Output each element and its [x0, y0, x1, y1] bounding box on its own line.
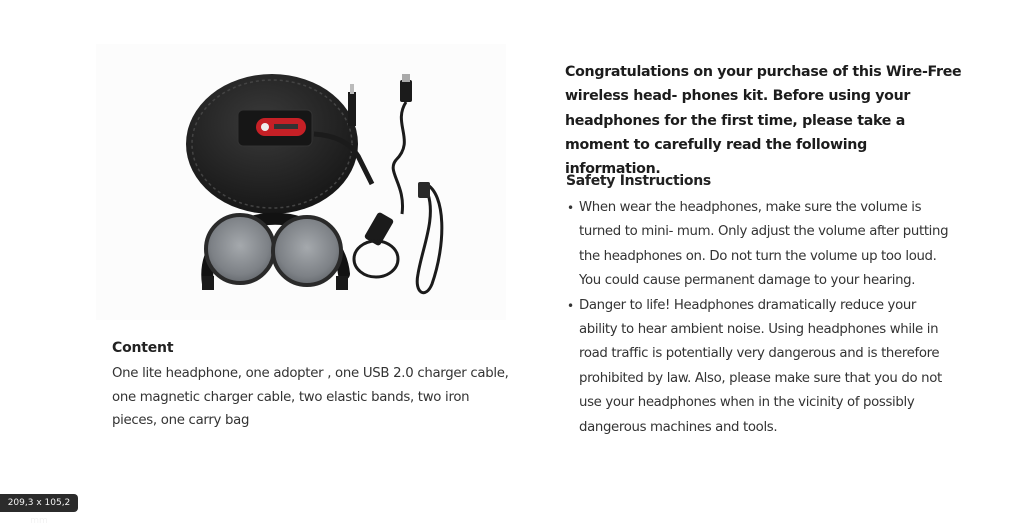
bullet-icon: •	[567, 298, 574, 313]
dimension-badge: 209,3 x 105,2 mm	[0, 494, 78, 512]
safety-list	[565, 196, 957, 440]
safety-item-text: When wear the headphones, make sure the volume is turned to mini- mum. Only adjust the volume after putting the headphones on. Do not turn the volume up too loud. You could cause permanent damage to your hearing.	[579, 200, 949, 289]
list-item	[565, 294, 957, 440]
magnetic-cable	[417, 184, 442, 293]
content-heading: Content	[112, 340, 174, 356]
safety-heading: Safety Instructions	[566, 173, 711, 189]
content-description: One lite headphone, one adopter , one USB 2.0 charger cable, one magnetic charger cable, two elastic bands, two iron pieces, one carry bag	[112, 366, 509, 428]
left-ear-cup	[206, 215, 274, 283]
safety-item-text: Danger to life! Headphones dramatically reduce your ability to hear ambient noise. Using headphones while in road traffic is potentially very dangerous and is therefore prohibited by law. Also, please make sure that you do not use your headphones when in the vicinity of possibly dangerous machines and tools.	[579, 297, 942, 435]
headphone-kit-illustration	[96, 44, 506, 320]
bullet-icon: •	[567, 201, 574, 215]
content-section	[112, 340, 512, 433]
intro-paragraph: Congratulations on your purchase of this Wire-Free wireless head- phones kit. Before using your headphones for the first time, please take a moment to carefully read the following information.	[565, 64, 962, 178]
usb-cable	[393, 102, 406, 214]
list-item	[565, 196, 957, 294]
product-photo	[96, 44, 506, 320]
right-ear-cup	[273, 217, 341, 285]
